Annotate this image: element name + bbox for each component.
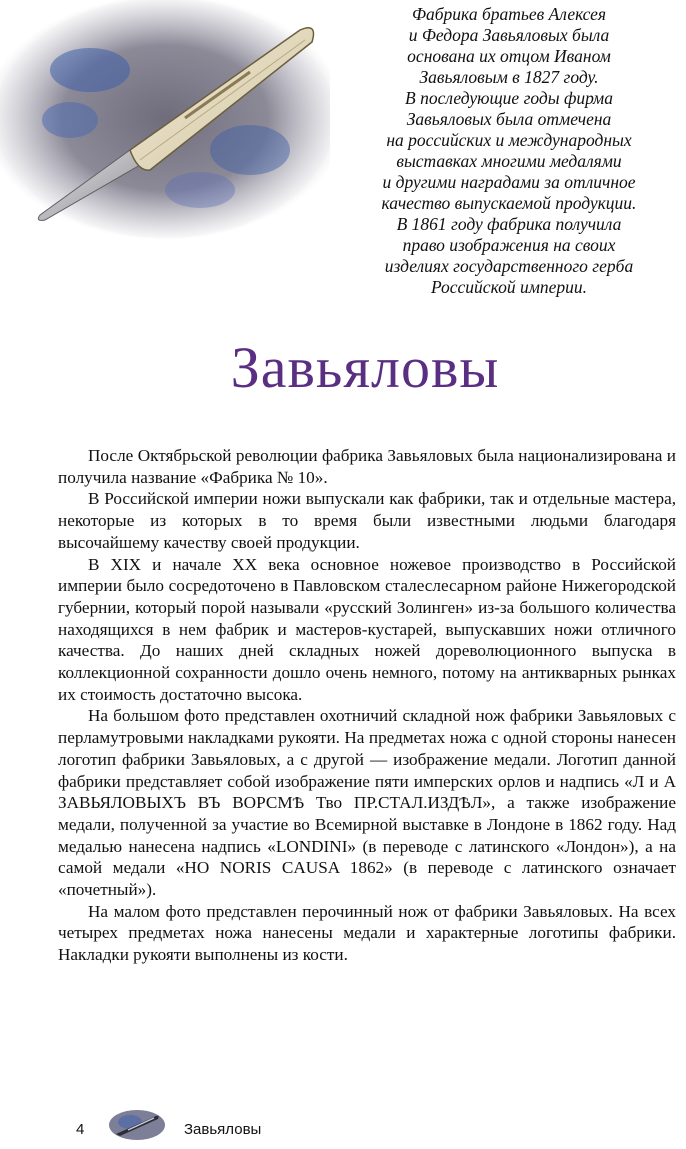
caption-line: выставках многими медалями [396, 151, 622, 171]
caption-line: Завьяловых была отмечена [406, 109, 612, 129]
paragraph: В XIX и начале XX века основное ножевое производство в Российской империи было сосредоточено в Павловском сталеслесарном районе Нижегородской губернии, который порой называли «русский Золинген» из-за большого количества находящихся в нем фабрик и мастеров-кустарей, выпускавших ножи отличного качества. До наших дней складных ножей дореволюционного выпуска в коллекционной сохранности дошло очень немного, потому на антикварных рынках их стоимость достаточно высока. [58, 554, 676, 704]
knife-thumbnail-icon [108, 1108, 166, 1142]
caption-line: право изображения на своих [402, 235, 616, 255]
caption-line: Российской империи. [430, 277, 588, 297]
caption-line: Фабрика братьев Алексея [411, 4, 607, 24]
caption-line: В 1861 году фабрика получила [396, 214, 622, 234]
photo-caption [335, 4, 683, 298]
caption-line: основана их отцом Иваном [407, 46, 611, 66]
paragraph: После Октябрьской революции фабрика Завьяловых была национализирована и получила название «Фабрика № 10». [58, 446, 676, 487]
knife-photo [0, 0, 330, 245]
caption-line: на российских и международных [386, 130, 632, 150]
caption-line: В последующие годы фирма [405, 88, 613, 108]
pen-knife-image [0, 0, 330, 245]
paragraph: В Российской империи ножи выпускали как фабрики, так и отдельные мастера, некоторые из которых в то время были известными людьми благодаря высочайшему качеству своей продукции. [58, 489, 676, 552]
caption-line: изделиях государственного герба [384, 256, 634, 276]
running-footer-title: Завьяловы [184, 1121, 262, 1138]
chapter-title: Завьяловы [230, 335, 500, 400]
paragraph: На большом фото представлен охотничий складной нож фабрики Завьяловых с перламутровыми накладками рукояти. На предметах ножа с одной стороны нанесен логотип фабрики Завьяловых, а с другой — изображение медали. Логотип данной фабрики представляет собой изображение пяти имперских орлов и надпись «Л и А ЗАВЬЯЛОВЫХЪ ВЪ ВОРСМѢ Тво ПР.СТАЛ.ИЗДѢЛ», а также изображение медали, полученной за участие во Всемирной выставке в Лондоне в 1862 году. Над медалью нанесена надпись «LONDINI» (в переводе с латинского «Лондон»), а на самой медали «HO NORIS CAUSA 1862» (в переводе с латинского означает «почетный»). [58, 706, 676, 900]
caption-line: и другими наградами за отличное [382, 172, 636, 192]
caption-line: и Федора Завьяловых была [408, 25, 610, 45]
page-number: 4 [76, 1121, 85, 1138]
article-body [58, 445, 676, 966]
caption-line: качество выпускаемой продукции. [381, 193, 637, 213]
paragraph: На малом фото представлен перочинный нож от фабрики Завьяловых. На всех четырех предметах ножа нанесены медали и характерные логотипы фабрики. Накладки рукояти выполнены из кости. [58, 901, 676, 965]
caption-line: Завьяловым в 1827 году. [419, 67, 599, 87]
